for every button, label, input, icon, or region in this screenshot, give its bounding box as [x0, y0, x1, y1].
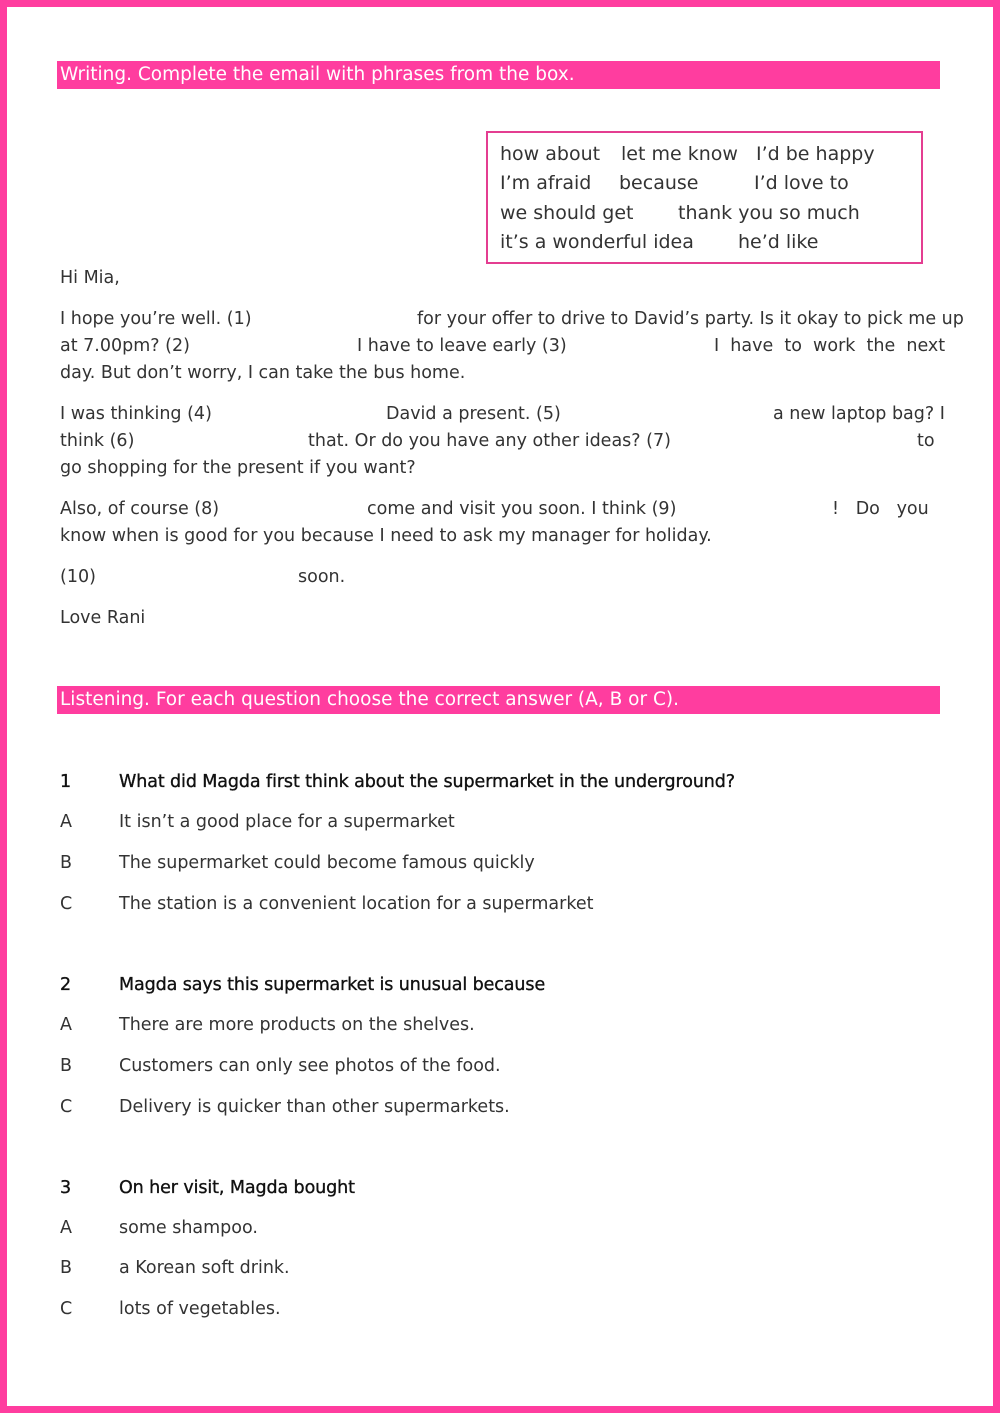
email-text: ! Do you	[832, 499, 929, 519]
option-letter[interactable]: C	[60, 894, 73, 914]
email-text: I have to work the next	[714, 336, 946, 356]
email-text: for your offer to drive to David’s party. Is it okay to pick me up	[417, 309, 964, 329]
phrase-let-me-know[interactable]: let me know	[621, 143, 738, 165]
email-text: David a present. (5)	[386, 404, 561, 424]
email-text: at 7.00pm? (2)	[60, 336, 190, 356]
option-text[interactable]: a Korean soft drink.	[119, 1258, 290, 1278]
option-letter[interactable]: A	[60, 1015, 72, 1035]
option-text[interactable]: some shampoo.	[119, 1218, 258, 1238]
email-signoff: Love Rani	[60, 608, 146, 628]
email-text: come and visit you soon. I think (9)	[367, 499, 677, 519]
option-letter[interactable]: A	[60, 1218, 72, 1238]
question-number: 1	[60, 772, 72, 792]
question-number: 2	[60, 975, 72, 995]
question-stem: Magda says this supermarket is unusual because	[119, 975, 546, 995]
email-text: day. But don’t worry, I can take the bus home.	[60, 363, 466, 383]
email-text: Also, of course (8)	[60, 499, 220, 519]
question-stem: On her visit, Magda bought	[119, 1178, 355, 1198]
option-text[interactable]: It isn’t a good place for a supermarket	[119, 812, 455, 832]
email-text: think (6)	[60, 431, 135, 451]
phrase-because[interactable]: because	[619, 172, 699, 194]
email-text: a new laptop bag? I	[773, 404, 945, 424]
phrase-im-afraid[interactable]: I’m afraid	[500, 172, 592, 194]
option-letter[interactable]: B	[60, 1056, 73, 1076]
email-text: soon.	[298, 567, 346, 587]
option-letter[interactable]: B	[60, 853, 73, 873]
email-text: I hope you’re well. (1)	[60, 309, 252, 329]
phrase-hed-like[interactable]: he’d like	[738, 231, 819, 253]
phrase-its-a-wonderful-idea[interactable]: it’s a wonderful idea	[500, 231, 694, 253]
option-letter[interactable]: C	[60, 1097, 73, 1117]
phrase-we-should-get[interactable]: we should get	[500, 202, 634, 224]
email-text: to	[917, 431, 935, 451]
phrase-how-about[interactable]: how about	[500, 143, 601, 165]
option-text[interactable]: The supermarket could become famous quickly	[119, 853, 535, 873]
email-text: go shopping for the present if you want?	[60, 458, 416, 478]
email-text: know when is good for you because I need to ask my manager for holiday.	[60, 526, 712, 546]
option-letter[interactable]: A	[60, 812, 72, 832]
phrase-thank-you-so-much[interactable]: thank you so much	[678, 202, 860, 224]
phrase-id-be-happy[interactable]: I’d be happy	[756, 143, 875, 165]
option-letter[interactable]: C	[60, 1299, 73, 1319]
question-number: 3	[60, 1178, 72, 1198]
option-text[interactable]: Delivery is quicker than other supermarkets.	[119, 1097, 510, 1117]
option-letter[interactable]: B	[60, 1258, 73, 1278]
option-text[interactable]: Customers can only see photos of the food.	[119, 1056, 501, 1076]
option-text[interactable]: lots of vegetables.	[119, 1299, 281, 1319]
email-text: I have to leave early (3)	[357, 336, 567, 356]
email-text: (10)	[60, 567, 96, 587]
option-text[interactable]: There are more products on the shelves.	[119, 1015, 475, 1035]
writing-heading: Writing. Complete the email with phrases from the box.	[57, 61, 940, 89]
email-text: I was thinking (4)	[60, 404, 212, 424]
phrase-id-love-to[interactable]: I’d love to	[754, 172, 849, 194]
email-text: that. Or do you have any other ideas? (7)	[308, 431, 671, 451]
listening-heading: Listening. For each question choose the correct answer (A, B or C).	[57, 686, 940, 714]
option-text[interactable]: The station is a convenient location for a supermarket	[119, 894, 594, 914]
question-stem: What did Magda first think about the supermarket in the underground?	[119, 772, 735, 792]
email-greeting: Hi Mia,	[60, 268, 120, 288]
